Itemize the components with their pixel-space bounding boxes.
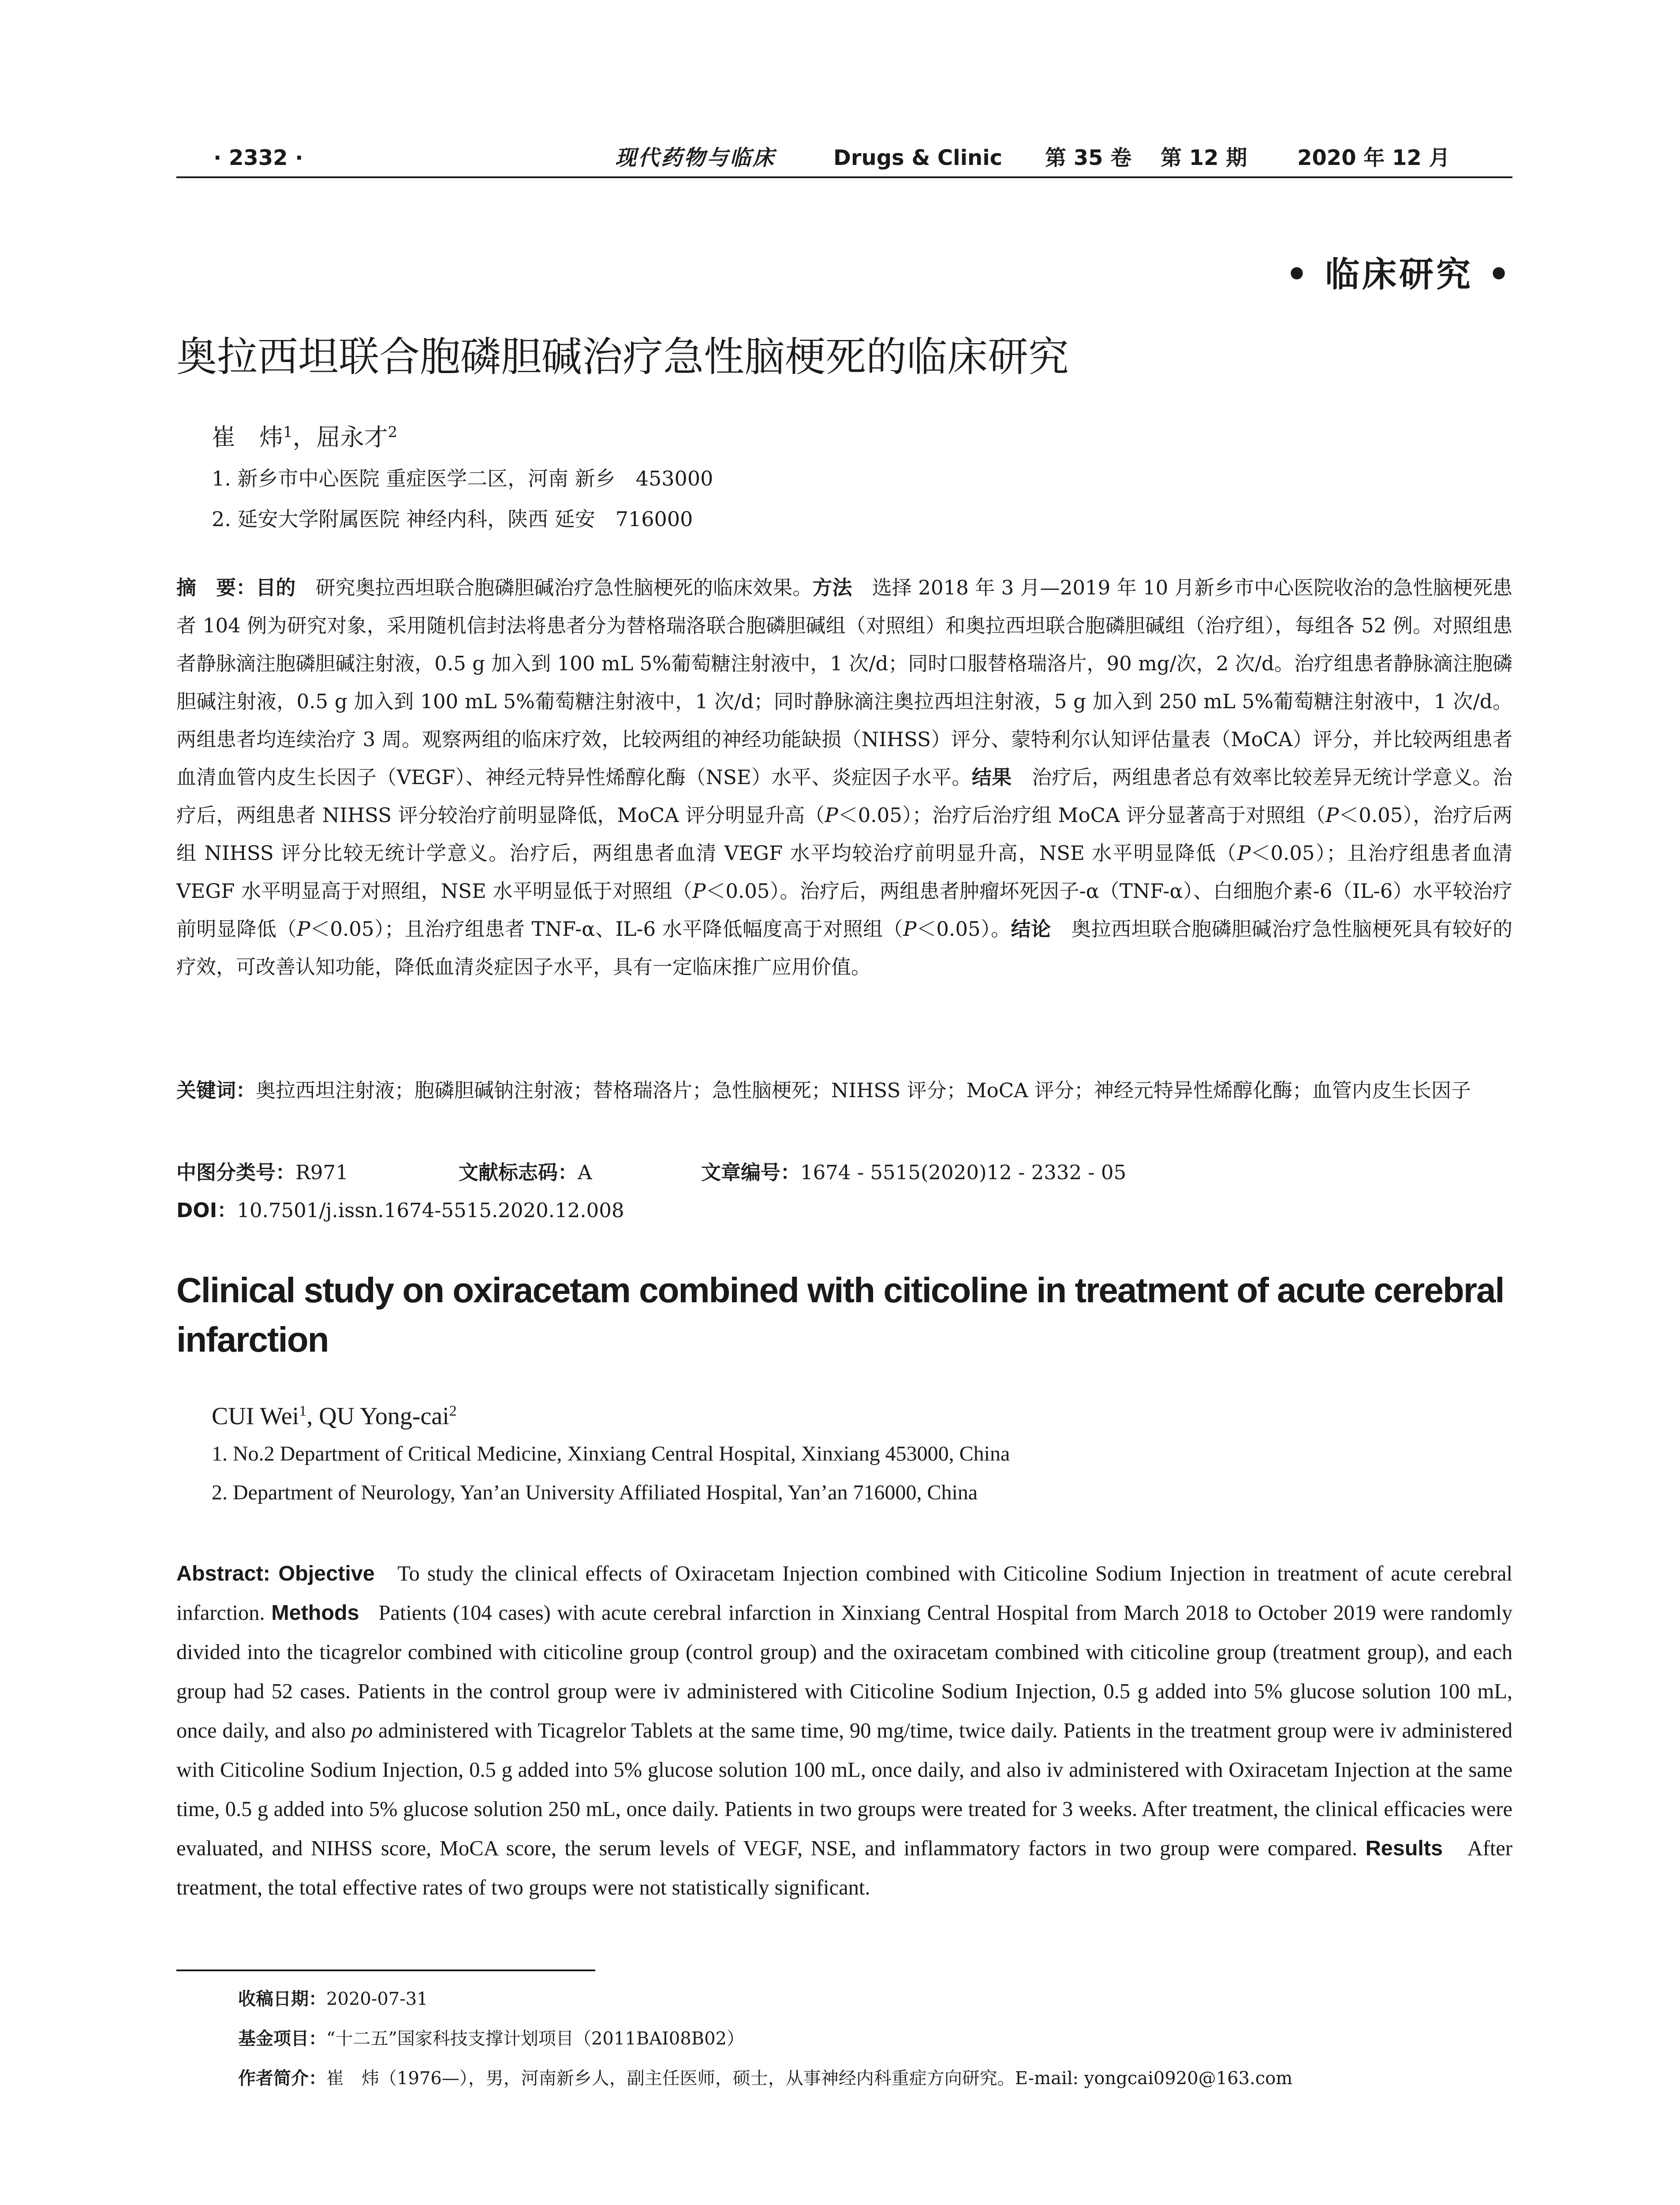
p-value-5: P: [297, 917, 310, 941]
methods-en-1: Patients (104 cases) with acute cerebral infarction in Xinxiang Central Hospital from March 2018 to October 2019 were randomly divided into the ticagrelor combined with citicoline group (control group) and the oxiracetam combined with citicoline group (treatment group), and each group had 52 cases. Patients in the control group were iv administered with Citicoline Sodium Injection, 0.5 g added into 5% glucose solution 100 mL, once daily, and also: [176, 1601, 1513, 1742]
journal-name-cn: 现代药物与临床: [615, 146, 776, 170]
document-code-value: A: [578, 1161, 592, 1184]
keywords-text-cn: 奥拉西坦注射液；胞磷胆碱钠注射液；替格瑞洛片；急性脑梗死；NIHSS 评分；MoCA 评分；神经元特异性烯醇化酶；血管内皮生长因子: [256, 1079, 1471, 1102]
p-value-1: P: [825, 804, 838, 827]
conclusion-cn: 奥拉西坦联合胞磷胆碱治疗急性脑梗死具有较好的疗效，可改善认知功能，降低血清炎症因子水平，具有一定临床推广应用价值。: [176, 917, 1512, 979]
fund-value: “十二五”国家科技支撑计划项目（2011BAI08B02）: [326, 2029, 744, 2049]
results-cn-7: ＜0.05）。: [916, 917, 1011, 941]
affiliation-2-cn: 2. 延安大学附属医院 神经内科，陕西 延安 716000: [212, 507, 693, 531]
author-2-cn: 屈永才: [316, 423, 388, 451]
author-separator-cn: ，: [292, 423, 317, 451]
affiliation-1-cn: 1. 新乡市中心医院 重症医学二区，河南 新乡 453000: [212, 467, 713, 490]
objective-label-cn: 目的: [256, 576, 296, 599]
title-en: Clinical study on oxiracetam combined with citicoline in treatment of acute cerebral infarction: [176, 1271, 1504, 1359]
page-number: · 2332 ·: [213, 146, 303, 170]
author-bio-value: 崔 炜（1976—），男，河南新乡人，副主任医师，硕士，从事神经内科重症方向研究。E-mail: yongcai0920@163.com: [326, 2068, 1293, 2089]
methods-label-en: Methods: [271, 1601, 359, 1625]
article-number-value: 1674 - 5515(2020)12 - 2332 - 05: [800, 1161, 1127, 1184]
author-separator-en: ,: [306, 1402, 319, 1430]
author-1-sup: 1: [283, 423, 293, 441]
document-code: [459, 1154, 592, 1192]
header-rule: [176, 176, 1512, 178]
author-2-en: QU Yong-cai: [319, 1402, 449, 1430]
p-value-4: P: [692, 879, 706, 903]
article-number: [701, 1154, 1126, 1192]
doi: [176, 1192, 624, 1230]
affiliation-1-en: 1. No.2 Department of Critical Medicine, Xinxiang Central Hospital, Xinxiang 453000, China: [212, 1442, 1010, 1465]
doi-label: DOI：: [176, 1199, 237, 1222]
abstract-label-cn: 摘 要：: [176, 576, 256, 599]
results-label-cn: 结果: [971, 766, 1012, 789]
results-cn-5: ＜0.05）。治疗后，两组患者肿瘤坏死因子-α（TNF-α）、白细胞介素-6（IL-6）水平较治疗前明显降低（: [176, 879, 1512, 941]
clc-value: R971: [295, 1161, 348, 1184]
affiliation-2-en: 2. Department of Neurology, Yan’an University Affiliated Hospital, Yan’an 716000, China: [212, 1481, 978, 1504]
clc-label: 中图分类号：: [176, 1161, 296, 1184]
methods-en-2: administered with Ticagrelor Tablets at the same time, 90 mg/time, twice daily. Patients in the treatment group were iv administered with Citicoline Sodium Injection, 0.5 g added into 5% glucose solution 100 mL, once daily, and also iv administered with Oxiracetam Injection at the same time, 0.5 g added into 5% glucose solution 250 mL, once daily. Patients in two groups were treated for 3 weeks. After treatment, the clinical efficacies were evaluated, and NIHSS score, MoCA score, the serum levels of VEGF, NSE, and inflammatory factors in two group were compared.: [176, 1719, 1513, 1860]
p-value-6: P: [903, 917, 917, 941]
authors-cn: [212, 415, 397, 455]
keywords-label-cn: 关键词：: [176, 1079, 256, 1102]
article-number-label: 文章编号：: [701, 1161, 801, 1184]
received-date: [238, 1984, 428, 2014]
results-label-en: Results: [1365, 1836, 1443, 1860]
issue: 第 12 期: [1161, 146, 1247, 170]
section-label: • 临床研究 •: [1285, 255, 1512, 295]
author-1-cn: 崔 炜: [212, 423, 283, 451]
author-1-en-sup: 1: [299, 1403, 307, 1419]
abstract-label-en: Abstract: Objective: [176, 1562, 375, 1585]
issue-date: 2020 年 12 月: [1297, 146, 1450, 170]
running-header: [176, 140, 1512, 176]
results-en: After treatment, the total effective rates of two groups were not statistically significant.: [176, 1837, 1512, 1899]
clc-number: [176, 1154, 348, 1192]
objective-cn: 研究奥拉西坦联合胞磷胆碱治疗急性脑梗死的临床效果。: [315, 576, 813, 599]
keywords-cn: [176, 1072, 1512, 1110]
author-2-sup: 2: [388, 423, 398, 441]
methods-cn: 选择 2018 年 3 月—2019 年 10 月新乡市中心医院收治的急性脑梗死患者 104 例为研究对象，采用随机信封法将患者分为替格瑞洛联合胞磷胆碱组（对照组）和奥拉西坦联合胞磷胆碱组（治疗组），每组各 52 例。对照组患者静脉滴注胞磷胆碱注射液，0.5 g 加入到 100 mL 5%葡萄糖注射液中，1 次/d；同时口服替格瑞洛片，90 mg/次，2 次/d。治疗组患者静脉滴注胞磷胆碱注射液，0.5 g 加入到 100 mL 5%葡萄糖注射液中，1 次/d；同时静脉滴注奥拉西坦注射液，5 g 加入到 250 mL 5%葡萄糖注射液中，1 次/d。两组患者均连续治疗 3 周。观察两组的临床疗效，比较两组的神经功能缺损（NIHSS）评分、蒙特利尔认知评估量表（MoCA）评分，并比较两组患者血清血管内皮生长因子（VEGF）、神经元特异性烯醇化酶（NSE）水平、炎症因子水平。: [176, 576, 1512, 789]
journal-name-en: Drugs & Clinic: [833, 146, 1003, 170]
author-2-en-sup: 2: [449, 1403, 457, 1419]
objective-en: To study the clinical effects of Oxiracetam Injection combined with Citicoline Sodium Injection in treatment of acute cerebral infarction.: [176, 1562, 1513, 1625]
abstract-en: [176, 1554, 1512, 1907]
doi-value: 10.7501/j.issn.1674-5515.2020.12.008: [237, 1199, 624, 1222]
results-cn-3: ＜0.05），治疗后两组 NIHSS 评分比较无统计学意义。治疗后，两组患者血清 VEGF 水平均较治疗前明显升高，NSE 水平明显降低（: [176, 804, 1512, 865]
abstract-cn: [176, 569, 1512, 986]
fund-project: [238, 2024, 744, 2053]
results-cn-4: ＜0.05）；且治疗组患者血清 VEGF 水平明显高于对照组，NSE 水平明显低于对照组（: [176, 841, 1512, 903]
author-bio-label: 作者简介：: [238, 2068, 326, 2089]
methods-label-cn: 方法: [812, 576, 852, 599]
footnote-rule: [176, 1970, 595, 1971]
author-bio: [238, 2064, 1292, 2093]
results-cn-6: ＜0.05）；且治疗组患者 TNF-α、IL-6 水平降低幅度高于对照组（: [310, 917, 903, 941]
fund-label: 基金项目：: [238, 2029, 326, 2049]
p-value-2: P: [1325, 804, 1339, 827]
classification-info: [176, 1154, 1512, 1192]
p-value-3: P: [1237, 841, 1251, 865]
results-cn-2: ＜0.05）；治疗后治疗组 MoCA 评分显著高于对照组（: [838, 804, 1325, 827]
conclusion-label-cn: 结论: [1011, 917, 1051, 941]
results-cn-1: 治疗后，两组患者总有效率比较差异无统计学意义。治疗后，两组患者 NIHSS 评分较治疗前明显降低，MoCA 评分明显升高（: [176, 766, 1512, 827]
received-value: 2020-07-31: [326, 1989, 428, 2009]
document-code-label: 文献标志码：: [459, 1161, 578, 1184]
authors-en: [212, 1394, 457, 1434]
po-route: po: [351, 1719, 373, 1742]
title-cn: 奥拉西坦联合胞磷胆碱治疗急性脑梗死的临床研究: [176, 333, 1069, 381]
received-label: 收稿日期：: [238, 1989, 326, 2009]
volume: 第 35 卷: [1045, 146, 1132, 170]
author-1-en: CUI Wei: [212, 1402, 299, 1430]
